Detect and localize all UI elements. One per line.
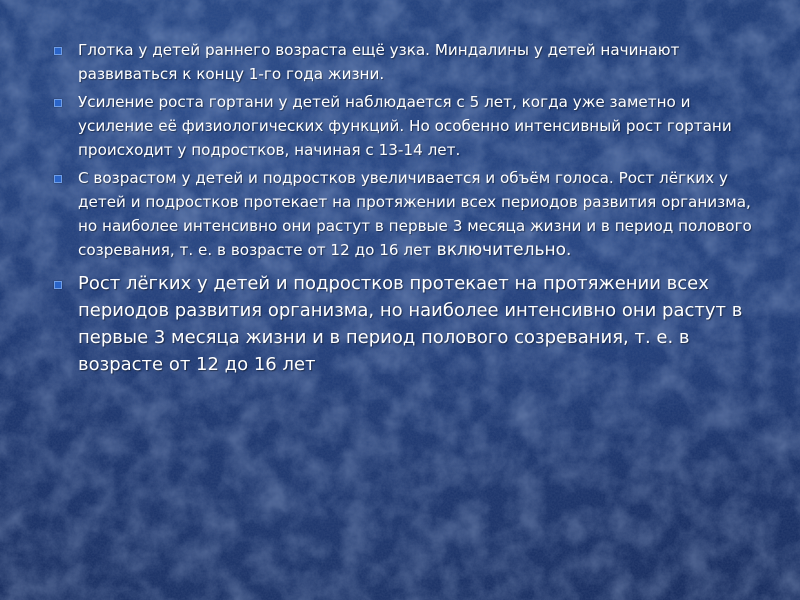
square-bullet-icon <box>54 281 62 289</box>
bullet-text: С возрастом у детей и подростков увеличивается и объём голоса. Рост лёгких у детей и подростков протекает на протяжении всех периодов развития организма, но наиболее интенсивно они растут в первые 3 месяца жизни и в период полового созревания, т. е. в возрасте от 12 до 16 лет <box>78 169 752 259</box>
bullet-text-tail: включительно. <box>431 240 572 260</box>
square-bullet-icon <box>54 99 62 107</box>
bullet-text: Рост лёгких у детей и подростков протекает на протяжении всех периодов развития организма, но наиболее интенсивно они растут в первые 3 месяца жизни и в период полового созревания, т. е. в возрасте от 12 до 16 лет <box>78 273 743 375</box>
bullet-item-2 <box>52 90 764 162</box>
bullet-item-3 <box>52 166 764 262</box>
bullet-item-1 <box>52 38 764 86</box>
slide-content <box>52 38 764 378</box>
bullet-item-4 <box>52 270 764 378</box>
bullet-text: Усиление роста гортани у детей наблюдается с 5 лет, когда уже заметно и усиление её физиологических функций. Но особенно интенсивный рост гортани происходит у подростков, начиная с 13-14 лет. <box>78 93 732 159</box>
bullet-text: Глотка у детей раннего возраста ещё узка. Миндалины у детей начинают развиваться к концу 1-го года жизни. <box>78 41 680 83</box>
square-bullet-icon <box>54 175 62 183</box>
square-bullet-icon <box>54 47 62 55</box>
